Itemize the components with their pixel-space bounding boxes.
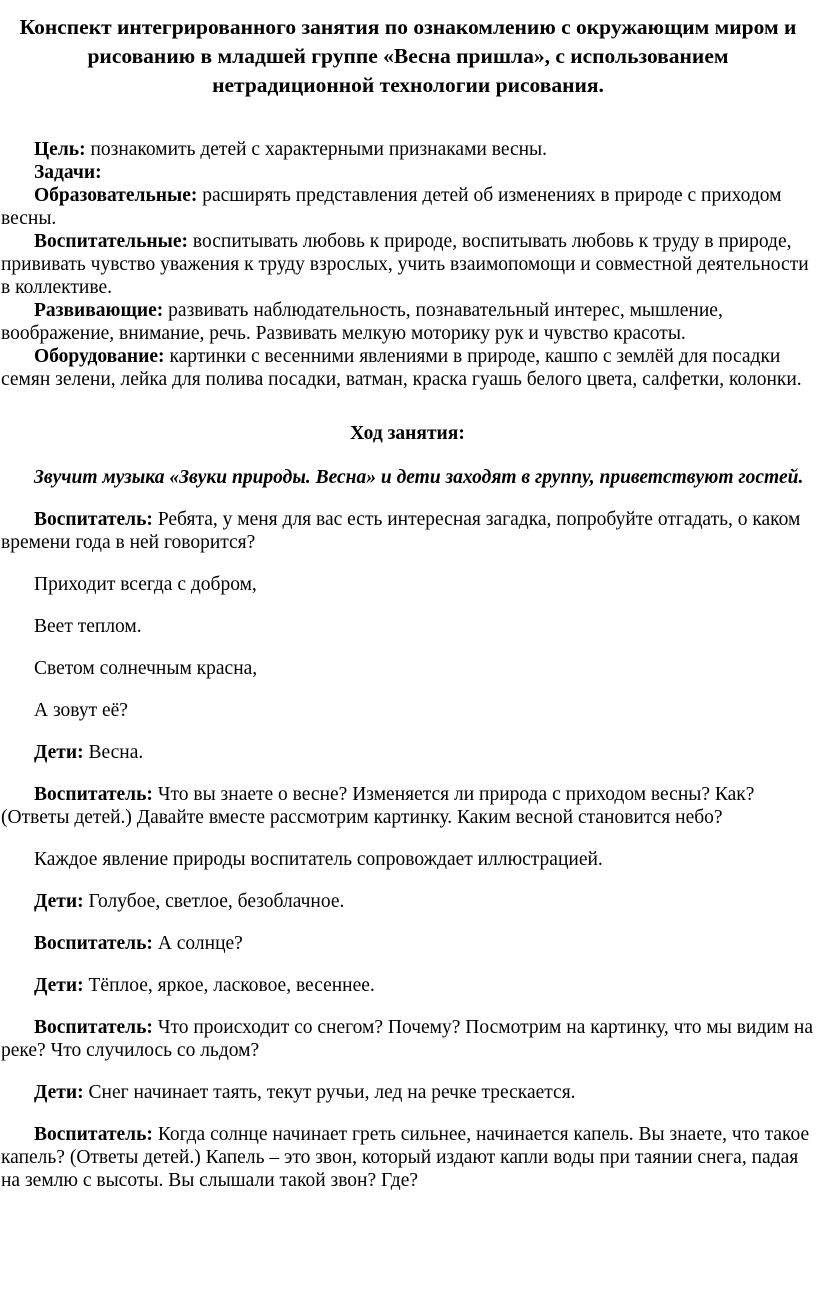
narration-line [0,848,816,871]
developing-text: развивать наблюдательность, познавательный интерес, мышление, воображение, внимание, речь. Развивать мелкую моторику рук и чувство красоты. [1,300,723,344]
dialogue-line [0,974,816,997]
objectives-section [0,138,816,391]
document-page [0,13,816,1192]
dialogue-line [0,783,816,829]
line-text: Светом солнечным красна, [34,658,258,679]
line-text: Приходит всегда с добром, [34,574,257,595]
equipment-paragraph [0,345,816,391]
speaker-label: Дети: [34,975,84,996]
riddle-line [0,657,816,680]
dialogue-section [0,508,816,1192]
equipment-label: Оборудование: [34,346,165,367]
developing-label: Развивающие: [34,300,164,321]
line-text: Тёплое, яркое, ласковое, весеннее. [83,975,375,996]
dialogue-line [0,932,816,955]
line-text: Что происходит со снегом? Почему? Посмотрим на картинку, что мы видим на реке? Что случилось со льдом? [1,1017,814,1061]
speaker-label: Воспитатель: [34,784,153,805]
dialogue-line [0,1081,816,1104]
educational-text: расширять представления детей об изменениях в природе с приходом весны. [1,185,782,229]
educational-label: Образовательные: [34,185,198,206]
line-text: А солнце? [152,933,243,954]
dialogue-line [0,741,816,764]
speaker-label: Воспитатель: [34,933,153,954]
course-heading: Ход занятия: [350,423,465,444]
line-text: Каждое явление природы воспитатель сопровождает иллюстрацией. [34,849,603,870]
speaker-label: Дети: [34,891,84,912]
line-text: Ребята, у меня для вас есть интересная загадка, попробуйте отгадать, о каком времени года в ней говорится? [1,509,801,553]
riddle-line [0,573,816,596]
line-text: Когда солнце начинает греть сильнее, начинается капель. Вы знаете, что такое капель? (Ответы детей.) Капель – это звон, который издают капли воды при таянии снега, падая на землю с высоты. Вы слышали такой звон? Где? [1,1124,810,1191]
riddle-line [0,699,816,722]
developing-paragraph [0,299,816,345]
line-text: Что вы знаете о весне? Изменяется ли природа с приходом весны? Как? (Ответы детей.) Давайте вместе рассмотрим картинку. Каким весной становится небо? [1,784,755,828]
tasks-heading [0,161,816,184]
speaker-label: Воспитатель: [34,509,153,530]
line-text: Весна. [83,742,144,763]
upbringing-text: воспитывать любовь к природе, воспитывать любовь к труду в природе, прививать чувство уважения к труду взрослых, учить взаимопомощи и совместной деятельности в коллективе. [1,231,809,298]
upbringing-paragraph [0,230,816,299]
speaker-label: Воспитатель: [34,1017,153,1038]
document-title: Конспект интегрированного занятия по ознакомлению с окружающим миром и рисованию в младшей группе «Весна пришла», с использованием нетрадиционной технологии рисования. [19,15,797,97]
stage-direction: Звучит музыка «Звуки природы. Весна» и дети заходят в группу, приветствуют гостей. [34,467,804,488]
goal-text: познакомить детей с характерными признаками весны. [85,139,548,160]
tasks-label: Задачи: [34,162,102,183]
dialogue-line [0,1016,816,1062]
riddle-line [0,615,816,638]
speaker-label: Воспитатель: [34,1124,153,1145]
speaker-label: Дети: [34,742,84,763]
line-text: Голубое, светлое, безоблачное. [83,891,345,912]
goal-paragraph [0,138,816,161]
dialogue-line [0,508,816,554]
line-text: А зовут её? [34,700,128,721]
line-text: Веет теплом. [34,616,142,637]
line-text: Снег начинает таять, текут ручьи, лед на речке трескается. [83,1082,576,1103]
dialogue-line [0,890,816,913]
goal-label: Цель: [34,139,86,160]
upbringing-label: Воспитательные: [34,231,189,252]
educational-paragraph [0,184,816,230]
equipment-text: картинки с весенними явлениями в природе, кашпо с землёй для посадки семян зелени, лейка для полива посадки, ватман, краска гуашь белого цвета, салфетки, колонки. [1,346,802,390]
dialogue-line [0,1123,816,1192]
speaker-label: Дети: [34,1082,84,1103]
